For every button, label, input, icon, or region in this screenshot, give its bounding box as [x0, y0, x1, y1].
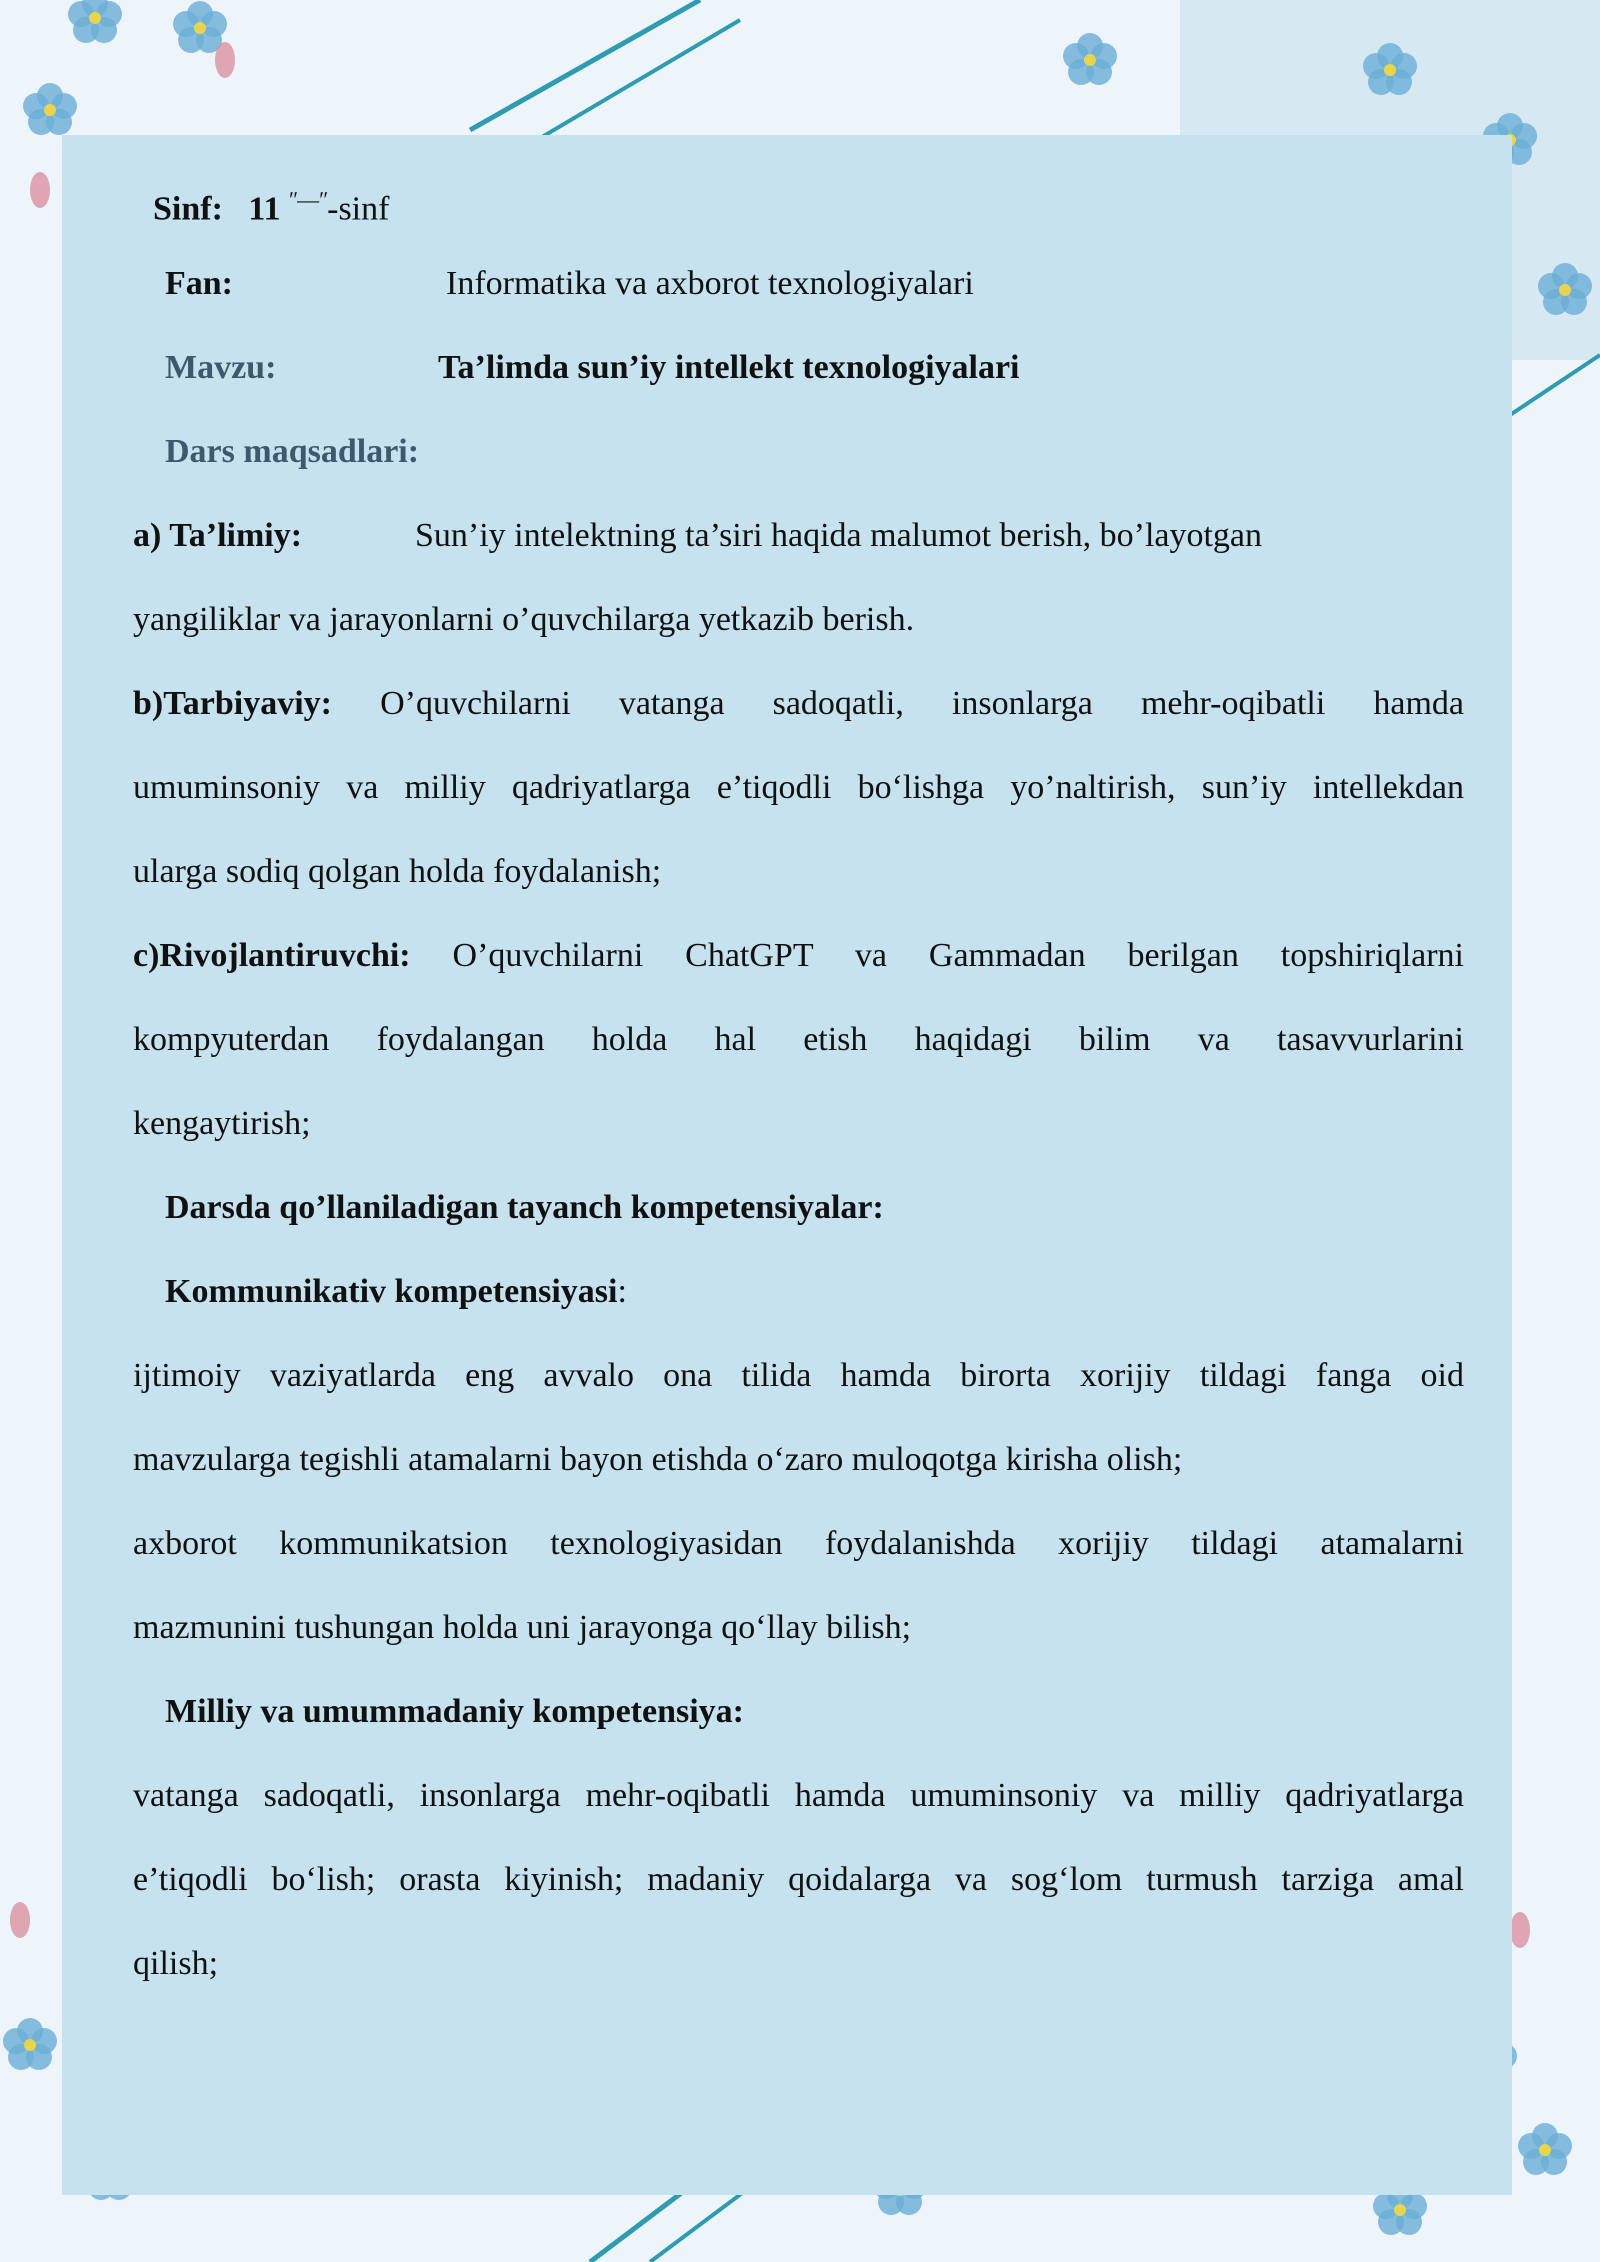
- sinf-suffix: -sinf: [327, 190, 390, 228]
- rivojlantiruvchi-line2: kompyuterdan foydalangan holda hal etish haqidagi bilim va tasavvurlarini: [133, 1021, 1464, 1058]
- rivojlantiruvchi-line3: kengaytirish;: [133, 1105, 311, 1142]
- milliy-heading: Milliy va umummadaniy kompetensiya:: [165, 1693, 744, 1730]
- talimiy-text-line1: Sun’iy intelektning ta’siri haqida malumot berish, bo’layotgan: [415, 517, 1263, 554]
- tarbiyaviy-line1: [133, 682, 1464, 726]
- mavzu-label: Mavzu:: [165, 349, 277, 386]
- kommunikativ-line1: ijtimoiy vaziyatlarda eng avvalo ona tilida hamda birorta xorijiy tildagi fanga oid: [133, 1357, 1464, 1394]
- kommunikativ-line2: mavzularga tegishli atamalarni bayon etishda o‘zaro muloqotga kirisha olish;: [133, 1441, 1183, 1478]
- sinf-label: Sinf:: [153, 190, 223, 228]
- tarbiyaviy-text-line1: O’quvchilarni vatanga sadoqatli, insonlarga mehr-oqibatli hamda: [380, 685, 1464, 722]
- milliy-line3: qilish;: [133, 1945, 219, 1982]
- sinf-mark: ʺ—ʺ: [289, 187, 328, 212]
- rivojlantiruvchi-text-line1: O’quvchilarni ChatGPT va Gammadan berilgan topshiriqlarni: [452, 937, 1464, 974]
- talimiy-label: a) Ta’limiy:: [133, 517, 303, 554]
- sinf-number: 11: [248, 190, 281, 228]
- tarbiyaviy-line2: umuminsoniy va milliy qadriyatlarga e’tiqodli bo‘lishga yo’naltirish, sun’iy intellekdan: [133, 769, 1464, 806]
- kommunikativ-heading: [165, 1270, 627, 1314]
- class-row: [153, 178, 389, 231]
- kommunikativ-colon: :: [617, 1273, 627, 1310]
- milliy-line2: e’tiqodli bo‘lish; orasta kiyinish; madaniy qoidalarga va sog‘lom turmush tarziga amal: [133, 1861, 1464, 1898]
- fan-value: Informatika va axborot texnologiyalari: [446, 265, 974, 302]
- tarbiyaviy-line3: ularga sodiq qolgan holda foydalanish;: [133, 853, 662, 890]
- rivojlantiruvchi-line1: [133, 934, 1464, 978]
- rivojlantiruvchi-label: c)Rivojlantiruvchi:: [133, 937, 411, 974]
- kommunikativ-label: Kommunikativ kompetensiyasi: [165, 1273, 618, 1310]
- dars-maqsadlari-label: Dars maqsadlari:: [165, 433, 420, 470]
- competencies-heading: Darsda qo’llaniladigan tayanch kompetensiyalar:: [165, 1189, 884, 1226]
- kommunikativ-line4: mazmunini tushungan holda uni jarayonga qo‘llay bilish;: [133, 1609, 912, 1646]
- talimiy-text-line2: yangiliklar va jarayonlarni o’quvchilarga yetkazib berish.: [133, 601, 915, 638]
- milliy-line1: vatanga sadoqatli, insonlarga mehr-oqibatli hamda umuminsoniy va milliy qadriyatlarga: [133, 1777, 1464, 1814]
- kommunikativ-line3: axborot kommunikatsion texnologiyasidan foydalanishda xorijiy tildagi atamalarni: [133, 1525, 1464, 1562]
- fan-label: Fan:: [165, 265, 233, 302]
- tarbiyaviy-label: b)Tarbiyaviy:: [133, 685, 333, 722]
- mavzu-value: Ta’limda sun’iy intellekt texnologiyalari: [438, 349, 1020, 386]
